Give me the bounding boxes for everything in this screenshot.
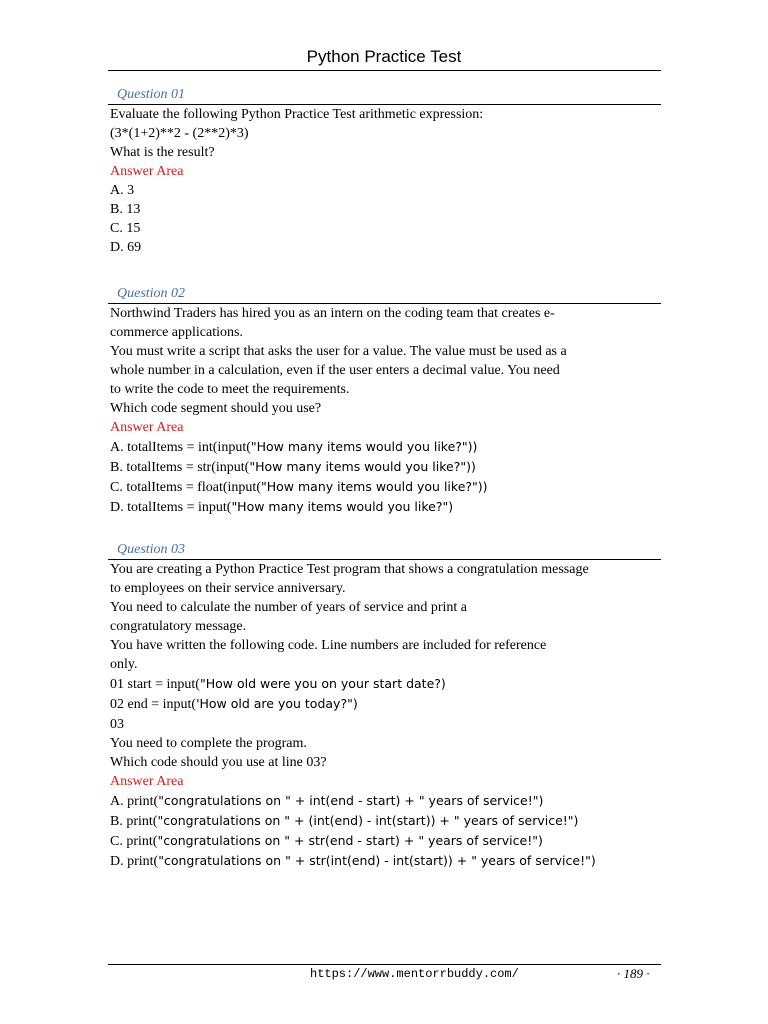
question-text: Northwind Traders has hired you as an intern on the coding team that creates e- xyxy=(110,306,555,321)
option-b: B. print("congratulations on " + (int(end) - int(start)) + " years of service!") xyxy=(110,813,579,829)
answer-area-label: Answer Area xyxy=(110,164,184,179)
question-text: only. xyxy=(110,657,138,672)
question-03-body xyxy=(110,560,660,871)
question-text: Which code should you use at line 03? xyxy=(110,755,327,770)
question-text: You need to calculate the number of years of service and print a xyxy=(110,600,468,615)
question-text: to employees on their service anniversary. xyxy=(110,581,346,596)
option-d: D. print("congratulations on " + str(int(end) - int(start)) + " years of service!") xyxy=(110,853,596,869)
question-text: You have written the following code. Line numbers are included for reference xyxy=(110,638,547,653)
question-03-heading: Question 03 xyxy=(117,542,186,557)
question-text: commerce applications. xyxy=(110,325,243,340)
answer-area-label: Answer Area xyxy=(110,420,184,435)
code-line-03: 03 xyxy=(110,717,124,732)
footer-rule xyxy=(108,964,661,965)
option-a: A. print("congratulations on " + int(end - start) + " years of service!") xyxy=(110,793,544,809)
code-line-01: 01 start = input("How old were you on your start date?) xyxy=(110,676,446,692)
question-text: congratulatory message. xyxy=(110,619,247,634)
question-01-heading: Question 01 xyxy=(117,87,186,102)
option-a: A. 3 xyxy=(110,183,135,198)
page-title: Python Practice Test xyxy=(306,47,462,66)
header-rule xyxy=(108,70,661,71)
option-b: B. totalItems = str(input("How many items would you like?")) xyxy=(110,459,476,475)
question-text: What is the result? xyxy=(110,145,215,160)
answer-area-label: Answer Area xyxy=(110,774,184,789)
option-d: D. totalItems = input("How many items would you like?") xyxy=(110,499,454,515)
question-02-body xyxy=(110,304,660,517)
option-c: C. print("congratulations on " + str(end - start) + " years of service!") xyxy=(110,833,543,849)
question-02-heading: Question 02 xyxy=(117,286,186,301)
option-b: B. 13 xyxy=(110,202,141,217)
question-text: Which code segment should you use? xyxy=(110,401,322,416)
page-number: · 189 · xyxy=(617,966,650,981)
code-line-02: 02 end = input('How old are you today?") xyxy=(110,696,358,712)
option-d: D. 69 xyxy=(110,240,142,255)
footer-url-link[interactable]: https://www.mentorrbuddy.com/ xyxy=(310,967,519,981)
option-c: C. 15 xyxy=(110,221,141,236)
option-c: C. totalItems = float(input("How many items would you like?")) xyxy=(110,479,488,495)
question-text: to write the code to meet the requirements. xyxy=(110,382,350,397)
question-text: You are creating a Python Practice Test program that shows a congratulation message xyxy=(110,562,589,577)
question-text: Evaluate the following Python Practice Test arithmetic expression: xyxy=(110,107,484,122)
question-text: (3*(1+2)**2 - (2**2)*3) xyxy=(110,126,249,141)
question-text: You need to complete the program. xyxy=(110,736,307,751)
question-text: You must write a script that asks the user for a value. The value must be used as a xyxy=(110,344,567,359)
question-text: whole number in a calculation, even if the user enters a decimal value. You need xyxy=(110,363,560,378)
question-01-body xyxy=(110,105,660,257)
option-a: A. totalItems = int(input("How many items would you like?")) xyxy=(110,439,478,455)
